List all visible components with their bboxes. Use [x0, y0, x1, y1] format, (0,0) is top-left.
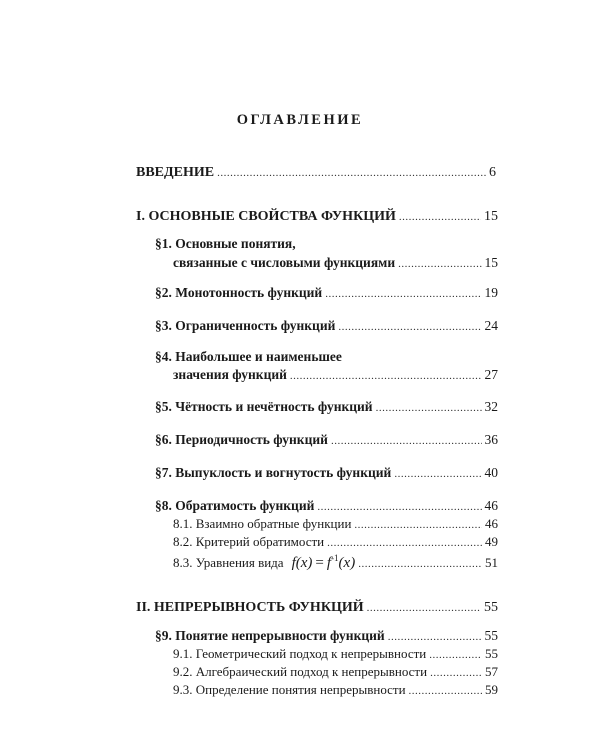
toc-page-number: 24	[484, 318, 498, 333]
toc-entry-subsection-8-3[interactable]	[173, 553, 498, 572]
toc-entry-section-1-line1[interactable]: §1. Основные понятия,	[155, 236, 296, 251]
toc-entry-section-4-line1[interactable]: §4. Наибольшее и наименьшее	[155, 349, 342, 364]
formula-superscript: -1	[331, 553, 339, 563]
toc-entry-title: §9. Понятие непрерывности функций	[155, 628, 385, 643]
toc-entry-title: I. ОСНОВНЫЕ СВОЙСТВА ФУНКЦИЙ	[136, 209, 396, 224]
dot-leader	[376, 402, 482, 414]
dot-leader	[338, 321, 481, 333]
toc-page-number: 46	[485, 516, 498, 531]
toc-entry-title: II. НЕПРЕРЫВНОСТЬ ФУНКЦИЙ	[136, 600, 364, 615]
dot-leader	[354, 519, 482, 531]
dot-leader	[399, 211, 481, 223]
toc-entry-subsection-8-2[interactable]	[173, 534, 498, 550]
dot-leader	[409, 685, 482, 697]
toc-entry-section-4[interactable]	[173, 367, 498, 383]
toc-entry-title: 8.1. Взаимно обратные функции	[173, 516, 352, 531]
toc-page-number: 51	[485, 555, 498, 570]
toc-entry-section-2[interactable]	[155, 285, 498, 301]
toc-entry-subsection-9-1[interactable]	[173, 646, 498, 662]
toc-entry-title: §2. Монотонность функций	[155, 285, 323, 300]
toc-entry-section-5[interactable]	[155, 399, 498, 415]
dot-leader	[398, 258, 481, 270]
dot-leader	[430, 667, 482, 679]
formula-inverse-function: f	[326, 555, 332, 571]
equation-formula	[292, 553, 356, 572]
toc-entry-section-6[interactable]	[155, 432, 498, 448]
toc-entry-section-3[interactable]	[155, 318, 498, 334]
dot-leader	[217, 167, 486, 179]
toc-page-number: 19	[484, 285, 498, 300]
toc-page-number: 55	[485, 646, 498, 661]
toc-entry-title: 9.1. Геометрический подход к непрерывности	[173, 646, 427, 661]
toc-entry-title: связанные с числовыми функциями	[173, 255, 396, 270]
toc-entry-chapter-1[interactable]	[136, 209, 498, 225]
dot-leader	[358, 558, 482, 570]
toc-page-number: 55	[484, 600, 498, 615]
formula-function: f	[291, 555, 296, 571]
dot-leader	[367, 602, 481, 614]
toc-entry-section-7[interactable]	[155, 465, 498, 481]
dot-leader	[388, 631, 482, 643]
toc-page-number: 15	[484, 209, 498, 224]
toc-page-number: 27	[484, 367, 498, 382]
dot-leader	[429, 649, 482, 661]
dot-leader	[317, 501, 481, 513]
toc-entry-title: 8.3. Уравнения вида	[173, 555, 284, 570]
toc-entry-chapter-2[interactable]	[136, 600, 498, 616]
toc-entry-title: §5. Чётность и нечётность функций	[155, 399, 373, 414]
toc-entry-title: 8.2. Критерий обратимости	[173, 534, 325, 549]
toc-entry-title: §7. Выпуклость и вогнутость функций	[155, 465, 392, 480]
toc-entry-subsection-9-3[interactable]	[173, 682, 498, 698]
toc-entry-title: §8. Обратимость функций	[155, 498, 315, 513]
toc-page-number: 32	[484, 399, 498, 414]
toc-page-number: 36	[484, 432, 498, 447]
toc-page-number: 57	[485, 664, 498, 679]
toc-page-number: 59	[485, 682, 498, 697]
toc-page-number: 46	[484, 498, 498, 513]
toc-entry-title: 9.3. Определение понятия непрерывности	[173, 682, 406, 697]
toc-entry-title: 9.2. Алгебраический подход к непрерывности	[173, 664, 428, 679]
dot-leader	[331, 435, 482, 447]
toc-entry-intro[interactable]	[136, 165, 496, 181]
toc-entry-section-8[interactable]	[155, 498, 498, 514]
formula-equals: =	[315, 555, 324, 571]
toc-page-number: 6	[489, 165, 496, 180]
toc-entry-section-1[interactable]	[173, 255, 498, 271]
toc-page-number: 55	[484, 628, 498, 643]
dot-leader	[394, 468, 481, 480]
dot-leader	[327, 537, 482, 549]
formula-argument: (x)	[338, 555, 356, 571]
toc-entry-title: значения функций	[173, 367, 287, 382]
toc-entry-section-9[interactable]	[155, 628, 498, 644]
toc-entry-subsection-9-2[interactable]	[173, 664, 498, 680]
dot-leader	[325, 288, 481, 300]
formula-argument: (x)	[295, 555, 313, 571]
toc-entry-title: ВВЕДЕНИЕ	[136, 165, 215, 180]
dot-leader	[290, 370, 482, 382]
toc-entry-subsection-8-1[interactable]	[173, 516, 498, 532]
toc-page-number: 49	[485, 534, 498, 549]
toc-page-number: 15	[484, 255, 498, 270]
toc-entry-title: §6. Периодичность функций	[155, 432, 328, 447]
page-title: ОГЛАВЛЕНИЕ	[236, 112, 364, 128]
toc-page-number: 40	[484, 465, 498, 480]
toc-entry-title: §3. Ограниченность функций	[155, 318, 336, 333]
